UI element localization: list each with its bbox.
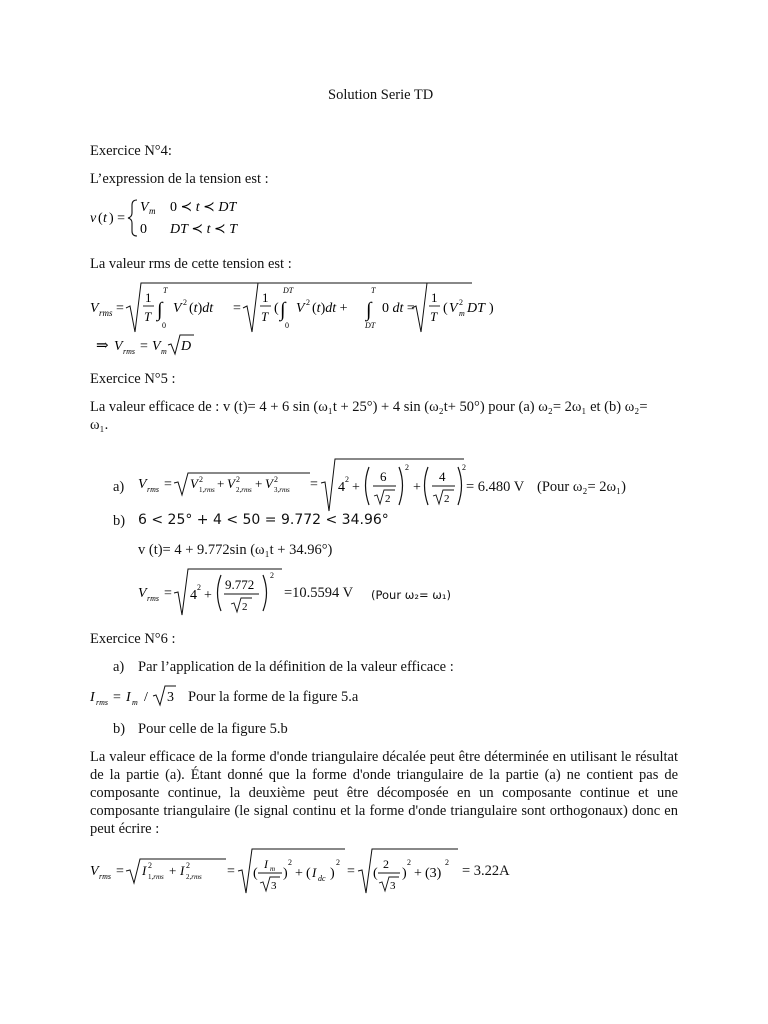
- svg-text:I: I: [90, 690, 95, 705]
- svg-text:): ): [402, 866, 407, 881]
- svg-text:=: =: [164, 477, 172, 492]
- svg-text:2: 2: [383, 857, 389, 871]
- ex5-b-phasor: 6 < 25° + 4 < 50 = 9.772 < 34.96°: [138, 512, 389, 528]
- svg-text:+: +: [217, 476, 225, 491]
- svg-text:) =: ) =: [109, 211, 126, 226]
- ex6-a-text: Par l’application de la définition de la valeur efficace :: [138, 659, 454, 675]
- svg-text:T: T: [261, 309, 269, 324]
- svg-text:=: =: [113, 690, 121, 705]
- ex6-paragraph: La valeur efficace de la forme d'onde triangulaire décalée peut être déterminée en utilisant le résultat de la partie (a). Étant donné que la forme d'onde triangulaire de la partie (a) ne contient pas de composante continue, la deuxième peut être décomposée en un composante continue et une composante triangulaire (le signal continu et la forme d'onde triangulaire sont orthogonaux) donc en peut écrire :: [90, 749, 678, 837]
- ex6-final-result: = 3.22A: [462, 863, 510, 879]
- svg-text:3: 3: [167, 690, 174, 705]
- svg-text:3: 3: [271, 880, 277, 892]
- svg-text:m: m: [270, 865, 276, 873]
- svg-text:dc: dc: [318, 874, 326, 883]
- svg-text:(: (: [253, 866, 258, 881]
- svg-text:T: T: [144, 309, 152, 324]
- svg-text:+: +: [413, 480, 421, 495]
- svg-text:V: V: [449, 301, 458, 316]
- svg-text:(: (: [373, 866, 378, 881]
- document-title: Solution Serie TD: [328, 87, 434, 103]
- svg-text:I: I: [312, 865, 317, 880]
- svg-text:+: +: [295, 866, 303, 881]
- svg-text:3: 3: [390, 880, 396, 892]
- ex6-a-formula-note: Pour la forme de la figure 5.a: [188, 689, 359, 705]
- svg-text:V: V: [138, 586, 147, 601]
- svg-text:2: 2: [445, 858, 449, 867]
- svg-text:2: 2: [444, 493, 450, 505]
- ex4-vrms-formula: [90, 280, 494, 336]
- svg-text:2: 2: [345, 475, 349, 484]
- svg-text:V: V: [90, 864, 99, 879]
- svg-text:I: I: [180, 863, 185, 878]
- ex5-heading: Exercice N°5 :: [90, 371, 176, 387]
- svg-text:(: (: [306, 866, 311, 881]
- svg-text:I: I: [142, 863, 147, 878]
- svg-text:2: 2: [148, 861, 152, 870]
- svg-text:rms: rms: [99, 872, 112, 881]
- ex4-heading: Exercice N°4:: [90, 143, 172, 159]
- svg-text:V: V: [90, 301, 99, 316]
- svg-text:T: T: [371, 286, 376, 295]
- svg-text:D: D: [181, 339, 192, 354]
- svg-text:4: 4: [338, 480, 345, 495]
- svg-text:+: +: [352, 480, 360, 495]
- svg-text:=: =: [227, 864, 235, 879]
- svg-text:=: =: [140, 339, 148, 354]
- ex4-piecewise-formula: [90, 195, 290, 243]
- svg-text:2: 2: [197, 583, 201, 592]
- svg-text:+: +: [204, 588, 212, 603]
- svg-text:T: T: [163, 286, 168, 295]
- svg-text:m: m: [161, 347, 167, 356]
- ex5-statement-line1: La valeur efficace de : v (t)= 4 + 6 sin (ω₁t + 25°) + 4 sin (ω₂t+ 50°) pour (a) ω₂= 2ω₁ et (b) ω₂=: [90, 399, 648, 415]
- svg-text:2: 2: [274, 475, 278, 484]
- ex4-rms-intro: La valeur rms de cette tension est :: [90, 256, 292, 272]
- svg-text:DT: DT: [467, 301, 485, 316]
- svg-text:1: 1: [145, 290, 152, 305]
- svg-text:2: 2: [407, 858, 411, 867]
- svg-text:=: =: [164, 586, 172, 601]
- svg-text:t: t: [103, 211, 107, 226]
- svg-text:=: =: [233, 301, 241, 316]
- svg-text:V: V: [173, 301, 182, 316]
- svg-text:): ): [283, 866, 288, 881]
- svg-text:(3): (3): [425, 866, 442, 881]
- svg-text:rms: rms: [147, 594, 160, 603]
- ex6-a-formula: [90, 684, 190, 710]
- svg-text:2: 2: [459, 298, 463, 307]
- svg-text:m: m: [459, 309, 465, 318]
- ex6-b-label: b): [113, 721, 126, 737]
- ex5-b-expression: v (t)= 4 + 9.772sin (ω₁t + 34.96°): [138, 542, 333, 558]
- svg-text:+: +: [255, 476, 263, 491]
- ex6-final-formula: [90, 845, 490, 897]
- svg-text:I: I: [126, 690, 131, 705]
- svg-text:2: 2: [236, 475, 240, 484]
- svg-text:(t)dt +: (t)dt +: [312, 301, 348, 316]
- ex5-b-result: =10.5594 V: [284, 585, 354, 601]
- svg-text:2: 2: [462, 463, 466, 472]
- svg-text:): ): [489, 301, 494, 316]
- svg-text:∫: ∫: [366, 299, 372, 321]
- svg-text:2: 2: [288, 858, 292, 867]
- svg-text:9.772: 9.772: [225, 577, 255, 592]
- svg-text:0: 0: [285, 321, 289, 330]
- svg-text:m: m: [132, 698, 138, 707]
- svg-text:⇒: ⇒: [96, 338, 109, 354]
- svg-text:2,rms: 2,rms: [236, 486, 252, 494]
- svg-text:0 dt =: 0 dt =: [382, 301, 415, 316]
- svg-text:2: 2: [385, 493, 391, 505]
- ex4-vrms-result: [96, 333, 216, 359]
- svg-text:=: =: [116, 864, 124, 879]
- svg-text:=: =: [347, 864, 355, 879]
- svg-text:∫: ∫: [280, 299, 286, 321]
- svg-text:m: m: [149, 206, 156, 216]
- ex6-a-label: a): [113, 659, 125, 675]
- svg-text:T: T: [430, 309, 438, 324]
- svg-text:V: V: [296, 301, 305, 316]
- svg-text:V: V: [152, 339, 161, 354]
- ex5-a-note: (Pour ω₂= 2ω₁): [537, 479, 626, 495]
- svg-text:DT ≺ t ≺ T: DT ≺ t ≺ T: [170, 222, 238, 237]
- svg-text:=: =: [310, 477, 318, 492]
- svg-text:(: (: [443, 301, 448, 316]
- svg-text:2: 2: [336, 858, 340, 867]
- svg-text:4: 4: [439, 469, 446, 484]
- svg-text:V: V: [190, 476, 198, 491]
- svg-text:v: v: [90, 211, 97, 226]
- svg-text:2: 2: [270, 571, 274, 580]
- svg-text:/: /: [144, 690, 148, 705]
- ex5-b-label: b): [113, 513, 126, 529]
- svg-text:0: 0: [162, 321, 166, 330]
- svg-text:1: 1: [262, 290, 269, 305]
- svg-text:(t)dt: (t)dt: [189, 301, 214, 316]
- svg-text:+: +: [414, 866, 422, 881]
- svg-text:2,rms: 2,rms: [186, 873, 202, 881]
- svg-text:): ): [330, 866, 335, 881]
- svg-text:2: 2: [199, 475, 203, 484]
- svg-text:2: 2: [306, 298, 310, 307]
- svg-text:rms: rms: [96, 698, 109, 707]
- svg-text:∫: ∫: [157, 299, 163, 321]
- svg-text:1,rms: 1,rms: [148, 873, 164, 881]
- svg-text:+: +: [169, 863, 177, 878]
- svg-text:V: V: [265, 476, 273, 491]
- svg-text:1: 1: [431, 290, 438, 305]
- ex5-statement-line2: ω₁.: [90, 417, 109, 433]
- svg-text:V: V: [227, 476, 235, 491]
- ex5-b-note: (Pour ω₂= ω₁): [371, 588, 451, 602]
- ex4-intro: L’expression de la tension est :: [90, 171, 269, 187]
- svg-text:rms: rms: [147, 485, 160, 494]
- svg-text:0 ≺ t ≺ DT: 0 ≺ t ≺ DT: [170, 200, 237, 215]
- svg-text:DT: DT: [283, 286, 294, 295]
- svg-text:2: 2: [405, 463, 409, 472]
- ex6-heading: Exercice N°6 :: [90, 631, 176, 647]
- svg-text:DT: DT: [365, 321, 376, 330]
- ex5-a-label: a): [113, 479, 125, 495]
- svg-text:(: (: [274, 301, 279, 316]
- svg-text:2: 2: [183, 298, 187, 307]
- svg-text:rms: rms: [123, 347, 136, 356]
- svg-text:4: 4: [190, 588, 197, 603]
- svg-text:6: 6: [380, 469, 387, 484]
- svg-text:=: =: [116, 301, 124, 316]
- svg-text:1,rms: 1,rms: [199, 486, 215, 494]
- ex6-b-text: Pour celle de la figure 5.b: [138, 721, 288, 737]
- svg-text:0: 0: [140, 222, 147, 237]
- svg-text:V: V: [138, 477, 147, 492]
- svg-text:I: I: [264, 857, 268, 871]
- svg-text:3,rms: 3,rms: [274, 486, 290, 494]
- svg-text:(: (: [98, 211, 103, 226]
- ex5-a-formula: [138, 455, 518, 515]
- svg-text:2: 2: [242, 601, 248, 613]
- svg-text:V: V: [114, 339, 123, 354]
- svg-text:2: 2: [186, 861, 190, 870]
- svg-text:V: V: [140, 200, 149, 215]
- svg-text:rms: rms: [99, 308, 113, 318]
- ex5-a-result: = 6.480 V: [466, 479, 525, 495]
